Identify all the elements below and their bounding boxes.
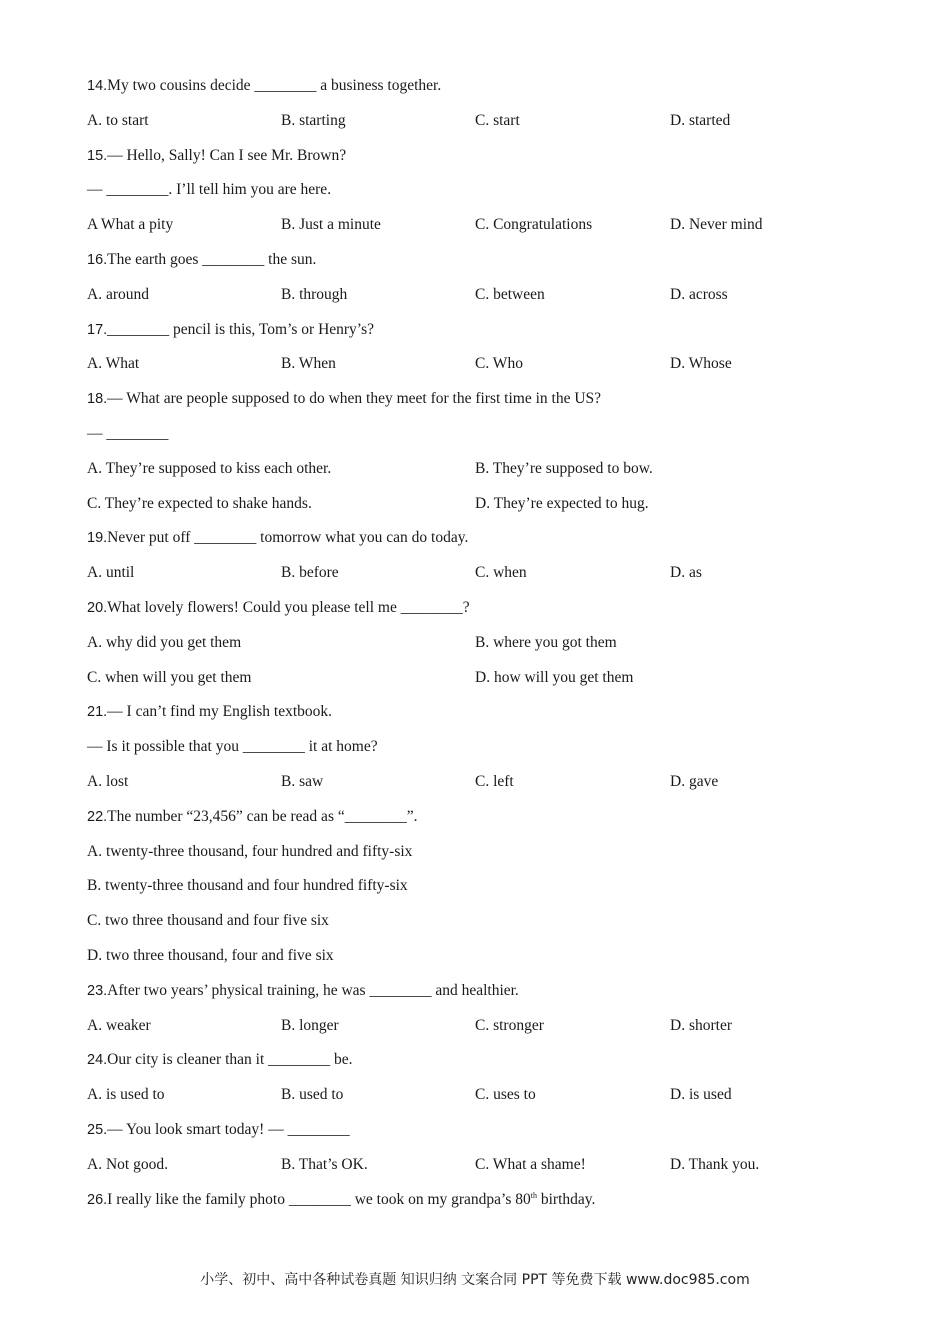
answer-option: C. stronger [475,1017,544,1034]
answer-option: A. why did you get them [87,634,242,651]
answer-option: A. They’re supposed to kiss each other. [87,460,332,477]
answer-option: C. start [475,112,520,129]
answer-option: D. Whose [670,355,732,372]
answer-option: B. When [281,355,336,372]
answer-option: D. across [670,286,728,303]
answer-option: B. twenty-three thousand and four hundred fifty-six [87,877,408,894]
question-text: What lovely flowers! Could you please tell me ________? [107,599,470,616]
question-number: 17. [87,322,108,338]
answer-option: B. where you got them [475,634,617,651]
question-text: I really like the family photo ________ we took on my grandpa’s 80 [107,1191,531,1208]
answer-option: C. when will you get them [87,669,252,686]
question-number: 22. [87,809,108,825]
answer-option: C. Who [475,355,523,372]
question-text: After two years’ physical training, he was ________ and healthier. [107,982,519,999]
question-stem [87,528,468,548]
answer-option: B. Just a minute [281,216,381,233]
question-number: 18. [87,391,108,407]
answer-option: C. uses to [475,1086,536,1103]
question-text: — You look smart today! — ________ [107,1121,350,1138]
question-number: 26. [87,1192,108,1208]
question-text: The number “23,456” can be read as “________”. [107,808,418,825]
question-text: The earth goes ________ the sun. [107,251,317,268]
answer-option: A What a pity [87,216,174,233]
question-text: Our city is cleaner than it ________ be. [107,1051,353,1068]
question-number: 16. [87,252,108,268]
answer-option: B. starting [281,112,346,129]
answer-option: D. started [670,112,731,129]
question-text: — What are people supposed to do when they meet for the first time in the US? [107,390,602,407]
question-reply: — ________ [87,425,169,442]
question-reply: — ________. I’ll tell him you are here. [87,181,332,198]
answer-option: D. They’re expected to hug. [475,495,649,512]
question-text: Never put off ________ tomorrow what you can do today. [107,529,469,546]
answer-option: D. Never mind [670,216,763,233]
question-text: birthday. [537,1191,596,1208]
question-stem [87,320,374,340]
answer-option: A. Not good. [87,1156,168,1173]
question-stem [87,389,601,409]
question-text: ________ pencil is this, Tom’s or Henry’s? [107,321,375,338]
question-reply: — Is it possible that you ________ it at home? [87,738,378,755]
answer-option: C. between [475,286,545,303]
question-number: 14. [87,78,108,94]
answer-option: C. What a shame! [475,1156,586,1173]
answer-option: B. That’s OK. [281,1156,368,1173]
answer-option: D. shorter [670,1017,732,1034]
question-number: 19. [87,530,108,546]
question-text: My two cousins decide ________ a business together. [107,77,442,94]
question-stem [87,250,316,270]
answer-option: A. is used to [87,1086,165,1103]
answer-option: B. longer [281,1017,339,1034]
question-stem [87,146,346,166]
question-text: — Hello, Sally! Can I see Mr. Brown? [107,147,347,164]
question-stem [87,981,519,1001]
answer-option: A. What [87,355,140,372]
answer-option: C. left [475,773,514,790]
answer-option: C. when [475,564,527,581]
answer-option: C. They’re expected to shake hands. [87,495,312,512]
question-stem [87,76,441,96]
answer-option: B. saw [281,773,324,790]
question-number: 25. [87,1122,108,1138]
answer-option: A. around [87,286,149,303]
answer-option: B. before [281,564,339,581]
answer-option: D. how will you get them [475,669,634,686]
question-stem [87,702,332,722]
answer-option: A. weaker [87,1017,151,1034]
question-number: 21. [87,704,108,720]
answer-option: C. two three thousand and four five six [87,912,329,929]
answer-option: C. Congratulations [475,216,593,233]
question-stem [87,807,417,827]
answer-option: D. gave [670,773,719,790]
answer-option: D. as [670,564,702,581]
question-stem [87,598,470,618]
answer-option: D. Thank you. [670,1156,760,1173]
answer-option: B. used to [281,1086,344,1103]
question-text: — I can’t find my English textbook. [107,703,333,720]
answer-option: A. twenty-three thousand, four hundred and fifty-six [87,843,413,860]
question-number: 15. [87,148,108,164]
question-number: 23. [87,983,108,999]
answer-option: A. until [87,564,135,581]
question-stem [87,1190,595,1210]
ordinal-suffix: th [530,1191,537,1200]
answer-option: B. through [281,286,348,303]
question-stem [87,1120,350,1140]
answer-option: A. to start [87,112,149,129]
answer-option: D. two three thousand, four and five six [87,947,334,964]
question-stem [87,1050,353,1070]
answer-option: B. They’re supposed to bow. [475,460,653,477]
question-number: 20. [87,600,108,616]
footer-text: 小学、初中、高中各种试卷真题 知识归纳 文案合同 PPT 等免费下载 www.doc985.com [200,1272,750,1288]
answer-option: D. is used [670,1086,732,1103]
answer-option: A. lost [87,773,129,790]
question-number: 24. [87,1052,108,1068]
